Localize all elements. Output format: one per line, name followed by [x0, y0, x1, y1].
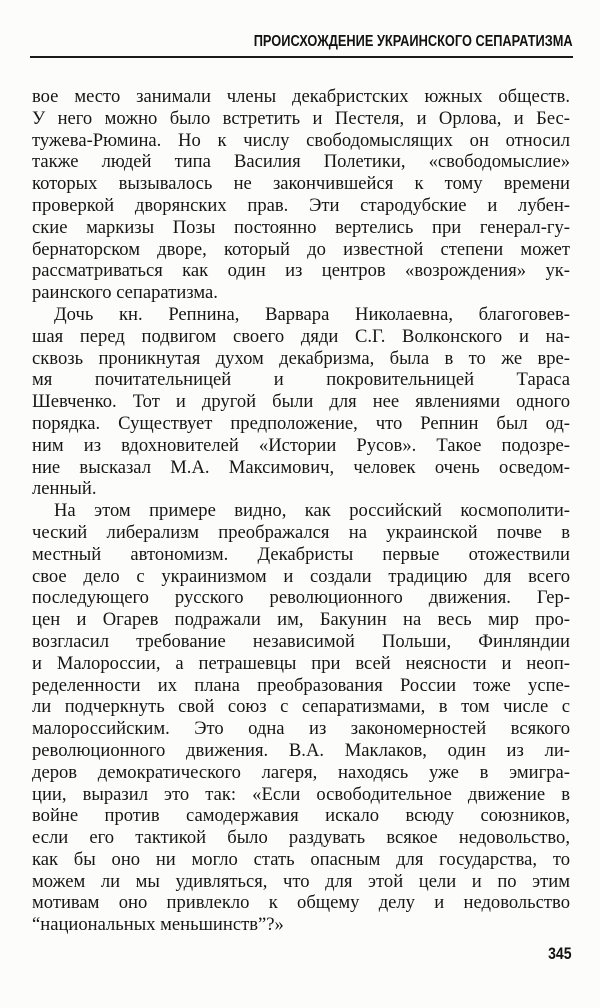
- text-line: ческий либерализм преображался на украинской почве в: [32, 521, 570, 543]
- text-line: Шевченко. Тот и другой были для нее явлениями одного: [32, 391, 570, 413]
- text-line: которых вызывалось не закончившейся к тому времени: [32, 173, 570, 195]
- text-line: можем ли мы удивляться, что для этой цели и по этим: [32, 870, 570, 892]
- text-line: раинского сепаратизма.: [32, 282, 218, 304]
- text-line: также людей типа Василия Полетики, «свободомыслие»: [32, 151, 570, 173]
- body-text: [32, 86, 570, 936]
- text-line: ции, выразил это так: «Если освободительное движение в: [32, 783, 570, 805]
- text-line: свое дело с украинизмом и создали традицию для всего: [32, 565, 570, 587]
- text-line: ним из вдохновителей «Истории Русов». Такое подозре-: [32, 434, 570, 456]
- running-header: [174, 33, 573, 51]
- text-line: бернаторском дворе, который до известной степени может: [32, 238, 570, 260]
- text-line: ли подчеркнуть свой союз с сепаратизмами, в том числе с: [32, 696, 570, 718]
- text-line: тужева-Рюмина. Но к числу свободомыслящих он относил: [32, 129, 570, 151]
- text-line: цен и Огарев подражали им, Бакунин на весь мир про-: [32, 609, 570, 631]
- text-line: малороссийским. Это одна из закономерностей всякого: [32, 718, 570, 740]
- text-line: На этом примере видно, как российский космополити-: [54, 500, 570, 522]
- text-line: если его тактикой было раздувать всякое недовольство,: [32, 827, 570, 849]
- text-line: порядка. Существует предположение, что Репнин был од-: [32, 412, 570, 434]
- text-line: проверкой дворянских прав. Эти стародубские и лубен-: [32, 194, 570, 216]
- text-line: рассматриваться как один из центров «возрождения» ук-: [32, 260, 570, 282]
- text-line: шая перед подвигом своего дяди С.Г. Волконского и на-: [32, 325, 570, 347]
- text-line: Дочь кн. Репнина, Варвара Николаевна, благоговев-: [54, 303, 570, 325]
- text-line: местный автономизм. Декабристы первые отожествили: [32, 543, 570, 565]
- text-line: войне против самодержавия искало всюду союзников,: [32, 805, 570, 827]
- text-line: деров демократического лагеря, находясь уже в эмигра-: [32, 761, 570, 783]
- text-line: вое место занимали члены декабристских южных обществ.: [32, 86, 570, 107]
- text-line: возгласил требование независимой Польши, Финляндии: [32, 630, 570, 652]
- text-line: “национальных меньшинств”?»: [32, 914, 284, 936]
- text-line: последующего русского революционного движения. Гер-: [32, 587, 570, 609]
- text-line: мотивам оно привлекло к общему делу и недовольство: [32, 892, 570, 914]
- text-line: сквозь проникнутая духом декабризма, была в то же вре-: [32, 347, 570, 369]
- text-line: ские маркизы Позы постоянно вертелись при генерал-гу-: [32, 216, 570, 238]
- text-line: и Малороссии, а петрашевцы при всей неясности и неоп-: [32, 652, 570, 674]
- text-line: ленный.: [32, 478, 97, 500]
- page-number: 345: [548, 945, 572, 963]
- header-rule: [30, 56, 573, 58]
- chapter-title: ПРОИСХОЖДЕНИЕ УКРАИНСКОГО СЕПАРАТИЗМА: [254, 33, 573, 50]
- text-line: ределенности их плана преобразования России тоже успе-: [32, 674, 570, 696]
- text-line: ние высказал М.А. Максимович, человек очень осведом-: [32, 456, 570, 478]
- text-line: как бы оно ни могло стать опасным для государства, то: [32, 848, 570, 870]
- text-line: У него можно было встретить и Пестеля, и Орлова, и Бес-: [32, 107, 570, 129]
- text-line: революционного движения. В.А. Маклаков, один из ли-: [32, 739, 570, 761]
- text-line: мя почитательницей и покровительницей Тараса: [32, 369, 570, 391]
